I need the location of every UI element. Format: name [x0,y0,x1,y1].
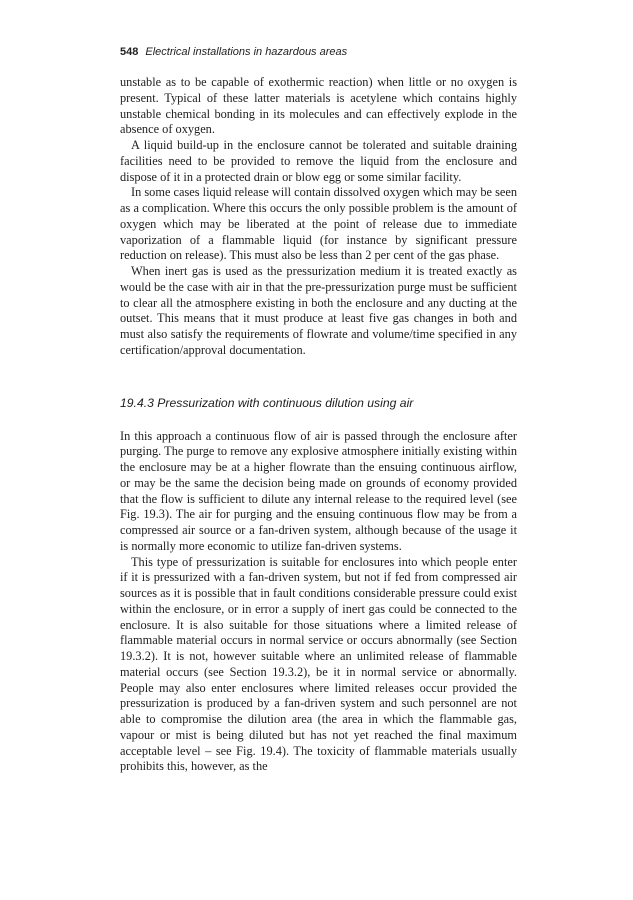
body-text [120,75,517,775]
paragraph: In this approach a continuous flow of air is passed through the enclosure after purging. The purge to remove any explosive atmosphere initially existing within the enclosure may be at a higher flowrate than the ensuing continuous airflow, or may be the same the decision being made on grounds of economy provided that the flow is sufficient to dilute any internal release to the required level (see Fig. 19.3). The air for purging and the ensuing continuous flow may be from a compressed air source or a fan-driven system, although because of the usage it is normally more economic to utilize fan-driven systems. [120,428,517,553]
paragraph: In some cases liquid release will contain dissolved oxygen which may be seen as a complication. Where this occurs the only possible problem is the amount of oxygen which may be liberated at the point of release due to immediate vaporization of a flammable liquid (for instance by significant pressure reduction on release). This must also be less than 2 per cent of the gas phase. [120,185,517,263]
paragraph: unstable as to be capable of exothermic reaction) when little or no oxygen is present. Typical of these latter materials is acetylene which contains highly unstable chemical bonding in its molecules and can effectively explode in the absence of oxygen. [120,75,517,137]
page-number: 548 [120,46,139,58]
paragraph: This type of pressurization is suitable for enclosures into which people enter if it is pressurized with a fan-driven system, but not if fed from compressed air sources as it is possible that in fault conditions considerable pressure could exist within the enclosure, or in error a supply of inert gas could be connected to the enclosure. It is also suitable for those situations where a limited release of flammable material occurs in normal service or occurs abnormally (see Section 19.3.2). It is not, however suitable where an unlimited release of flammable material occurs (see Section 19.3.2), be it in normal service or abnormally. People may also enter enclosures where limited releases occur provided the pressurization is produced by a fan-driven system and such personnel are not able to compromise the dilution area (the area in which the flammable gas, vapour or mist is being diluted but has not yet reached the final maximum acceptable level – see Fig. 19.4). The toxicity of flammable materials usually prohibits this, however, as the [120,554,517,774]
chapter-title: Electrical installations in hazardous areas [145,46,348,58]
running-head [120,46,347,58]
section-heading: 19.4.3 Pressurization with continuous dilution using air [120,395,414,410]
paragraph: A liquid build-up in the enclosure cannot be tolerated and suitable draining facilities need to be provided to remove the liquid from the enclosure and dispose of it in a protected drain or blow egg or some similar facility. [120,138,517,184]
paragraph: When inert gas is used as the pressurization medium it is treated exactly as would be the case with air in that the pre-pressurization purge must be sufficient to clear all the atmosphere existing in both the enclosure and any ducting at the outset. This means that it must produce at least five gas changes in both and must also satisfy the requirements of flowrate and volume/time specified in any certification/approval documentation. [120,264,517,357]
